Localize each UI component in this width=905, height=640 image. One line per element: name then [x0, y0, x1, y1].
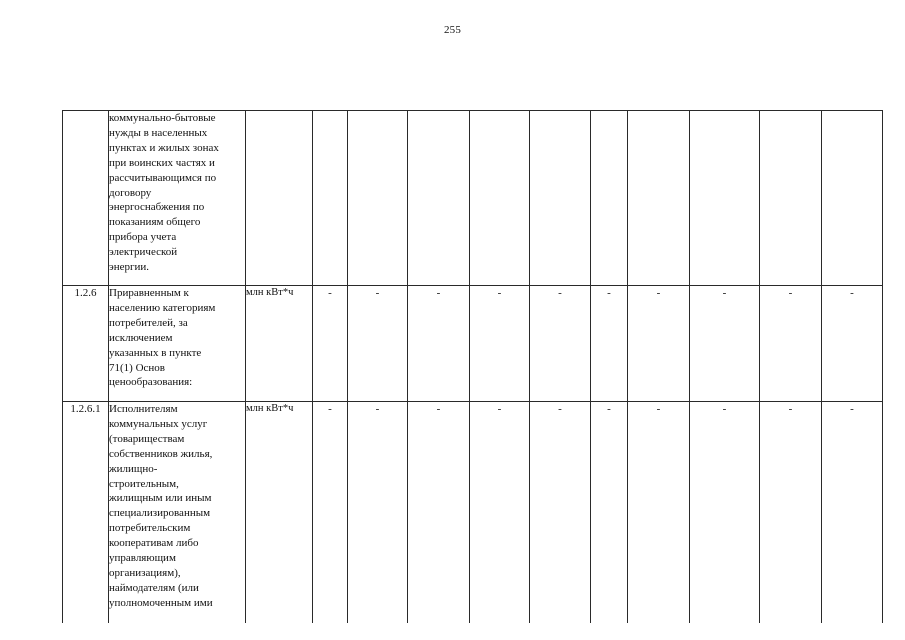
value-cell: - — [628, 286, 690, 402]
value-cell: - — [408, 286, 470, 402]
value-cell: - — [348, 286, 408, 402]
value-cell — [760, 111, 822, 286]
value-cell: - — [591, 402, 628, 623]
value-cell — [470, 111, 530, 286]
row-name-text: коммунально-бытовые нужды в населенных пунктах и жилых зонах при воинских частях и рассчитывающимся по договору энергоснабжения по показаниям общего прибора учета электрической энергии. — [109, 112, 219, 274]
row-name-text: Исполнителям коммунальных услуг (товариществам собственников жилья, жилищно- строительным, жилищным или иным специализированным потребительским кооперативам либо управляющим организациям), наймодателям (или уполномоченным ими — [109, 403, 213, 609]
table-body — [63, 111, 883, 623]
tariff-table — [62, 110, 883, 623]
value-cell — [822, 111, 883, 286]
value-cell: - — [313, 286, 348, 402]
value-cell: - — [822, 286, 883, 402]
value-cell — [348, 111, 408, 286]
row-unit-cell: млн кВт*ч — [246, 286, 313, 402]
value-cell: - — [530, 286, 591, 402]
row-name-cell — [109, 286, 246, 402]
row-number-cell — [63, 111, 109, 286]
row-number-cell: 1.2.6 — [63, 286, 109, 402]
value-cell — [690, 111, 760, 286]
value-cell — [313, 111, 348, 286]
value-cell: - — [530, 402, 591, 623]
row-name-cell — [109, 111, 246, 286]
value-cell — [591, 111, 628, 286]
value-cell — [530, 111, 591, 286]
table-row — [63, 402, 883, 623]
page-number: 255 — [443, 24, 462, 36]
value-cell: - — [408, 402, 470, 623]
row-name-cell — [109, 402, 246, 623]
value-cell: - — [760, 286, 822, 402]
table-row — [63, 286, 883, 402]
value-cell: - — [760, 402, 822, 623]
value-cell: - — [690, 286, 760, 402]
row-name-text: Приравненным к населению категориям потребителей, за исключением указанных в пункте 71(1) Основ ценообразования: — [109, 287, 216, 389]
value-cell — [408, 111, 470, 286]
table-row — [63, 111, 883, 286]
value-cell: - — [313, 402, 348, 623]
value-cell — [628, 111, 690, 286]
value-cell: - — [822, 402, 883, 623]
value-cell: - — [628, 402, 690, 623]
row-unit-cell: млн кВт*ч — [246, 402, 313, 623]
value-cell: - — [690, 402, 760, 623]
value-cell: - — [470, 286, 530, 402]
value-cell: - — [591, 286, 628, 402]
value-cell: - — [348, 402, 408, 623]
row-number-cell: 1.2.6.1 — [63, 402, 109, 623]
row-unit-cell — [246, 111, 313, 286]
value-cell: - — [470, 402, 530, 623]
